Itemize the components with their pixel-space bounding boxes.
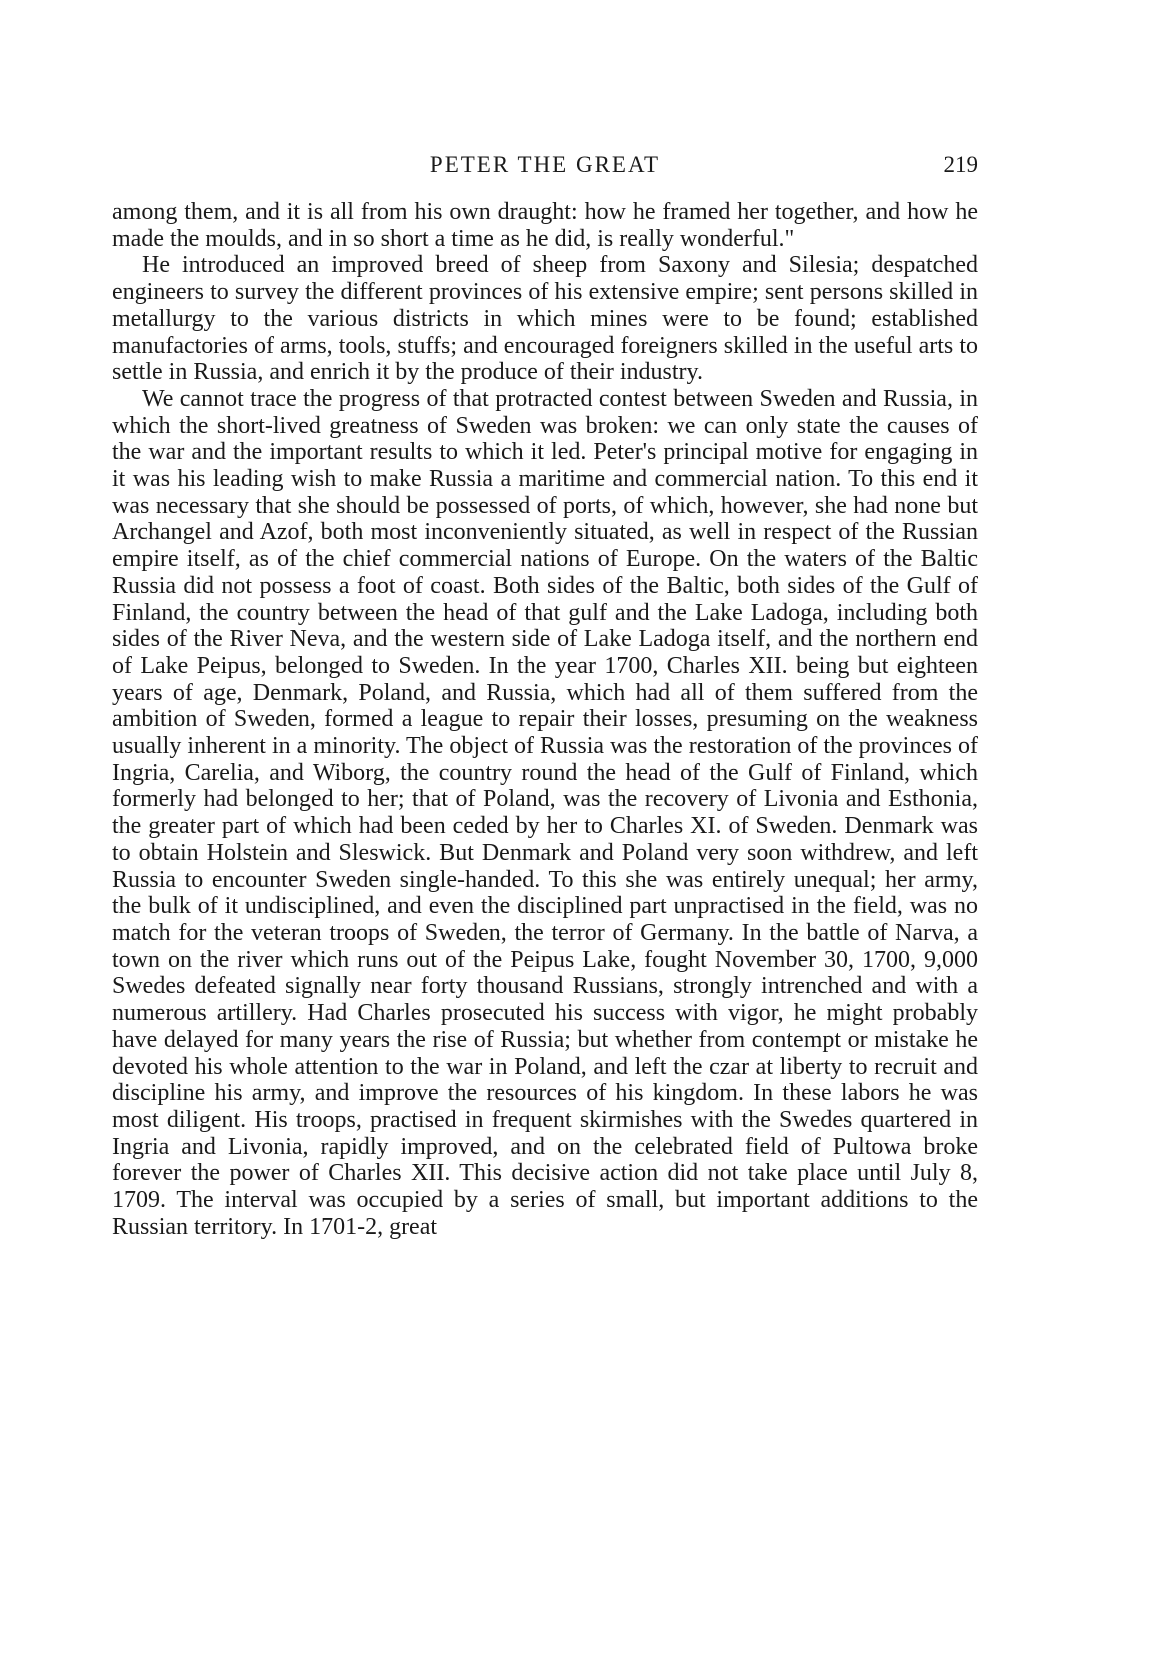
paragraph-sweden-russia-war: We cannot trace the progress of that protracted contest between Sweden and Russia, in which the short-lived greatness of Sweden was broken: we can only state the causes of the war and the important results to which it led. Peter's principal motive for engaging in it was his leading wish to make Russia a maritime and commercial nation. To this end it was necessary that she should be possessed of ports, of which, however, she had none but Archangel and Azof, both most inconveniently situated, as well in respect of the Russian empire itself, as of the chief commercial nations of Europe. On the waters of the Baltic Russia did not possess a foot of coast. Both sides of the Baltic, both sides of the Gulf of Finland, the country between the head of that gulf and the Lake Ladoga, including both sides of the River Neva, and the western side of Lake Ladoga itself, and the northern end of Lake Peipus, belonged to Sweden. In the year 1700, Charles XII. being but eighteen years of age, Denmark, Poland, and Russia, which had all of them suffered from the ambition of Sweden, formed a league to repair their losses, presuming on the weakness usually inherent in a minority. The object of Russia was the restoration of the provinces of Ingria, Carelia, and Wiborg, the country round the head of the Gulf of Finland, which formerly had belonged to her; that of Poland, was the recovery of Livonia and Esthonia, the greater part of which had been ceded by her to Charles XI. of Sweden. Denmark was to obtain Holstein and Sleswick. But Denmark and Poland very soon withdrew, and left Russia to encounter Sweden single-handed. To this she was entirely unequal; her army, the bulk of it undisciplined, and even the disciplined part unpractised in the field, was no match for the veteran troops of Sweden, the terror of Germany. In the battle of Narva, a town on the river which runs out of the Peipus Lake, fought November 30, 1700, 9,000 Swedes defeated signally near forty thousand Russians, strongly intrenched and with a numerous artillery. Had Charles prosecuted his success with vigor, he might probably have delayed for many years the rise of Russia; but whether from contempt or mistake he devoted his whole attention to the war in Poland, and left the czar at liberty to recruit and discipline his army, and improve the resources of his kingdom. In these labors he was most diligent. His troops, practised in frequent skirmishes with the Swedes quartered in Ingria and Livonia, rapidly improved, and on the celebrated field of Pultowa broke forever the power of Charles XII. This decisive action did not take place until July 8, 1709. The interval was occupied by a series of small, but important additions to the Russian territory. In 1701-2, great [112,385,978,1240]
paragraph-sheep-breed: He introduced an improved breed of sheep from Saxony and Silesia; despatched engineers to survey the different provinces of his extensive empire; sent persons skilled in metallurgy to the various districts in which mines were to be found; established manufactories of arms, tools, stuffs; and encouraged foreigners skilled in the useful arts to settle in Russia, and enrich it by the produce of their industry. [112,252,978,386]
body-text [112,199,978,1240]
running-title: PETER THE GREAT [429,152,661,177]
page-number: 219 [943,152,978,177]
running-head [112,148,978,182]
paragraph-continuation: among them, and it is all from his own draught: how he framed her together, and how he made the moulds, and in so short a time as he did, is really wonderful." [112,199,978,252]
